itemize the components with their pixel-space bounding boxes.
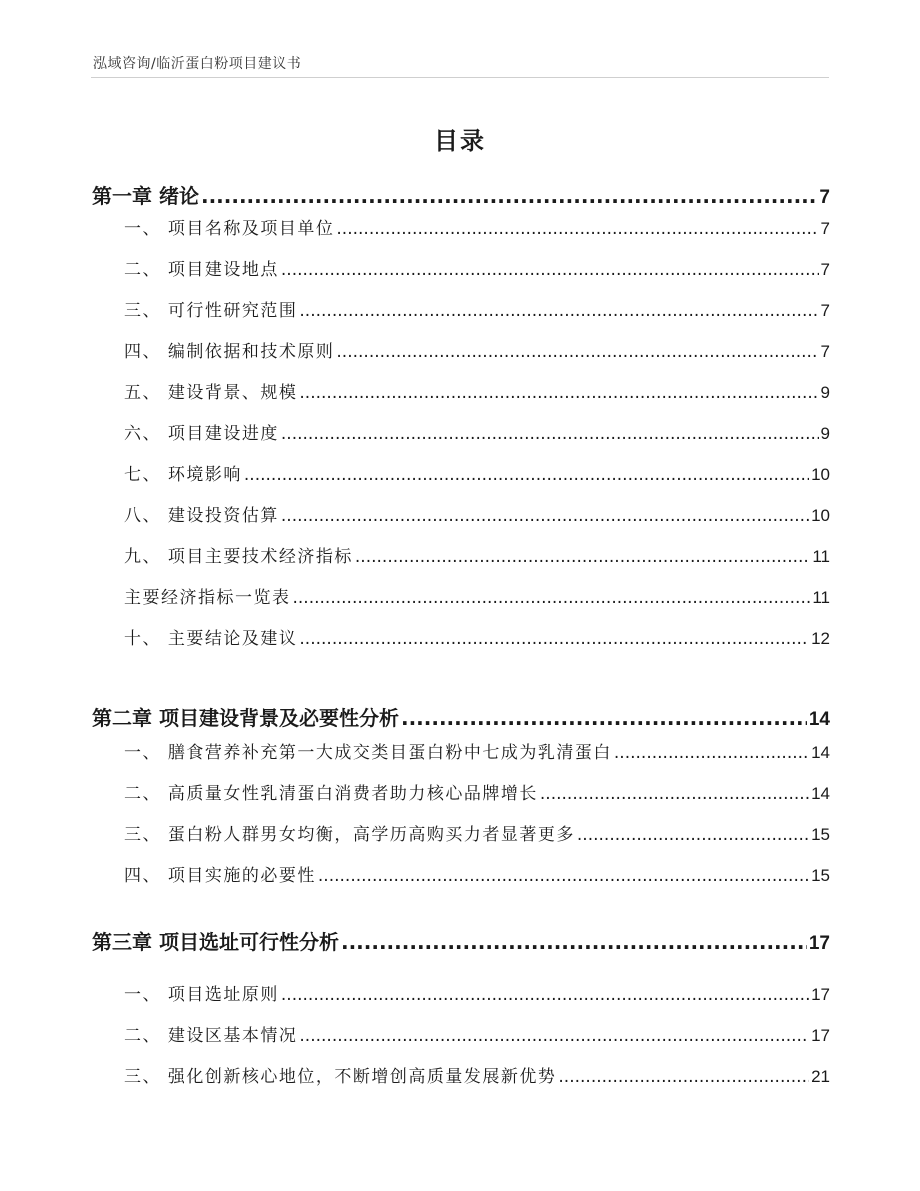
dot-leader — [293, 583, 811, 613]
dot-leader — [558, 1062, 809, 1092]
toc-entry-title: 主要经济指标一览表 — [124, 588, 291, 608]
toc-entry-page: 21 — [811, 1067, 830, 1086]
toc-entry-title: 五、 建设背景、规模 — [124, 383, 298, 403]
toc-section-1-10[interactable] — [124, 624, 830, 654]
toc-entry-page: 14 — [811, 743, 830, 762]
toc-entry-title: 三、 蛋白粉人群男女均衡，高学历高购买力者显著更多 — [124, 825, 575, 845]
toc-section-1-2[interactable] — [124, 255, 830, 285]
toc-entry-title: 七、 环境影响 — [124, 465, 242, 485]
header-divider — [91, 77, 829, 78]
toc-entry-page: 14 — [808, 709, 830, 730]
toc-entry-page: 10 — [811, 465, 830, 484]
running-header: 泓域咨询/临沂蛋白粉项目建议书 — [93, 56, 302, 72]
toc-section-1-1[interactable] — [124, 214, 830, 244]
dot-leader — [281, 419, 819, 449]
toc-entry-title: 第三章 项目选址可行性分析 — [92, 930, 339, 954]
toc-entry-title: 四、 项目实施的必要性 — [124, 866, 316, 886]
toc-entry-page: 12 — [811, 629, 830, 648]
toc-entry-title: 四、 编制依据和技术原则 — [124, 342, 335, 362]
toc-entry-title: 一、 项目选址原则 — [124, 985, 279, 1005]
toc-section-2-4[interactable] — [124, 861, 830, 891]
toc-entry-title: 六、 项目建设进度 — [124, 424, 279, 444]
toc-section-1-7[interactable] — [124, 460, 830, 490]
toc-entry-title: 一、 项目名称及项目单位 — [124, 219, 335, 239]
toc-section-2-3[interactable] — [124, 820, 830, 850]
toc-entry-page: 17 — [808, 933, 830, 954]
toc-entry-title: 十、 主要结论及建议 — [124, 629, 298, 649]
toc-entry-page: 7 — [820, 260, 830, 279]
dot-leader — [299, 1021, 809, 1051]
toc-entry-title: 一、 膳食营养补充第一大成交类目蛋白粉中七成为乳清蛋白 — [124, 743, 612, 763]
toc-section-1-6[interactable] — [124, 419, 830, 449]
toc-entry-title: 第一章 绪论 — [92, 184, 199, 208]
toc-entry-page: 9 — [820, 424, 830, 443]
toc-section-3-2[interactable] — [124, 1021, 830, 1051]
toc-entry-page: 14 — [811, 784, 830, 803]
toc-entry-page: 15 — [811, 825, 830, 844]
toc-section-3-3[interactable] — [124, 1062, 830, 1092]
toc-entry-page: 7 — [820, 342, 830, 361]
toc-entry-title: 二、 高质量女性乳清蛋白消费者助力核心品牌增长 — [124, 784, 538, 804]
dot-leader — [614, 738, 809, 768]
toc-entry-title: 八、 建设投资估算 — [124, 506, 279, 526]
toc-entry-page: 7 — [820, 301, 830, 320]
dot-leader — [281, 501, 809, 531]
toc-section-1-4[interactable] — [124, 337, 830, 367]
toc-chapter-2[interactable] — [92, 703, 830, 733]
toc-title: 目录 — [434, 127, 486, 155]
toc-entry-page: 11 — [812, 547, 830, 566]
toc-chapter-1[interactable] — [92, 181, 830, 211]
dot-leader — [281, 255, 819, 285]
toc-entry-page: 11 — [812, 588, 830, 607]
toc-section-2-1[interactable] — [124, 738, 830, 768]
toc-section-3-1[interactable] — [124, 980, 830, 1010]
toc-entry-page: 7 — [819, 187, 830, 208]
toc-entry-page: 7 — [820, 219, 830, 238]
dot-leader — [281, 980, 809, 1010]
dot-leader — [299, 624, 809, 654]
toc-entry-title: 九、 项目主要技术经济指标 — [124, 547, 353, 567]
toc-entry-page: 17 — [811, 1026, 830, 1045]
toc-entry-title: 二、 建设区基本情况 — [124, 1026, 298, 1046]
dot-leader — [201, 181, 817, 211]
dot-leader — [540, 779, 809, 809]
dot-leader — [244, 460, 809, 490]
toc-section-2-2[interactable] — [124, 779, 830, 809]
toc-section-1-5[interactable] — [124, 378, 830, 408]
toc-chapter-3[interactable] — [92, 927, 830, 957]
toc-entry-title: 第二章 项目建设背景及必要性分析 — [92, 706, 399, 730]
dot-leader — [401, 703, 807, 733]
dot-leader — [355, 542, 810, 572]
toc-section-1-8[interactable] — [124, 501, 830, 531]
dot-leader — [341, 927, 807, 957]
toc-entry-title: 三、 可行性研究范围 — [124, 301, 298, 321]
toc-section-1-3[interactable] — [124, 296, 830, 326]
toc-section-1-table[interactable] — [124, 583, 830, 613]
dot-leader — [577, 820, 809, 850]
toc-entry-title: 三、 强化创新核心地位，不断增创高质量发展新优势 — [124, 1067, 557, 1087]
toc-entry-page: 17 — [811, 985, 830, 1004]
toc-entry-page: 15 — [811, 866, 830, 885]
dot-leader — [336, 337, 818, 367]
dot-leader — [299, 296, 818, 326]
dot-leader — [336, 214, 818, 244]
toc-entry-page: 9 — [820, 383, 830, 402]
toc-section-1-9[interactable] — [124, 542, 830, 572]
toc-entry-page: 10 — [811, 506, 830, 525]
toc-entry-title: 二、 项目建设地点 — [124, 260, 279, 280]
dot-leader — [318, 861, 809, 891]
dot-leader — [299, 378, 818, 408]
